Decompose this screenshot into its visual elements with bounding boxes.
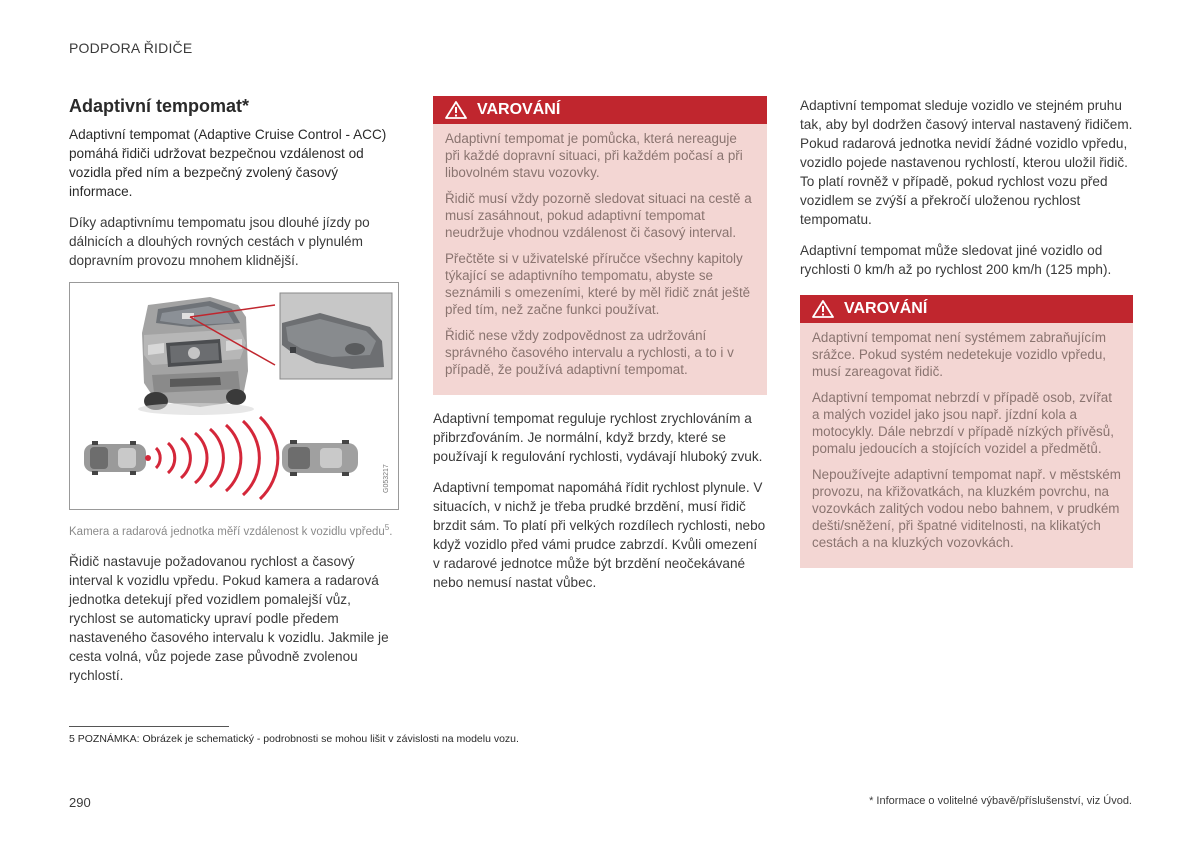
- warning-box: [433, 96, 767, 395]
- warning-paragraph: Adaptivní tempomat není systémem zabraňujícím srážce. Pokud systém nedetekuje vozidlo vpředu, musí zareagovat řidič.: [812, 330, 1107, 379]
- page-number: 290: [69, 795, 91, 810]
- column-right: [800, 96, 1133, 582]
- column-left: [69, 96, 399, 697]
- footnote: 5 POZNÁMKA: Obrázek je schematický - podrobnosti se mohou lišit v závislosti na modelu vozu.: [69, 733, 519, 745]
- camera-inset: [280, 293, 392, 379]
- section-header: PODPORA ŘIDIČE: [69, 40, 193, 56]
- warning-paragraph: Nepoužívejte adaptivní tempomat např. v městském provozu, na křižovatkách, na kluzkém povrchu, na vozovkách zalitých vodou nebo bahnem, v prudkém dešti/sněžení, při špatné viditelnosti, na klikatých cestách a na kluzkých vozovkách.: [812, 467, 1121, 550]
- warning-triangle-icon: [445, 101, 467, 119]
- caption-text: Kamera a radarová jednotka měří vzdálenost k vozidlu vpředu: [69, 525, 385, 538]
- warning-paragraph: Adaptivní tempomat je pomůcka, která nereaguje při každé dopravní situaci, při každém počasí a při libovolném stavu vozovky.: [445, 131, 743, 180]
- ego-car-icon: [84, 441, 151, 475]
- footer-note: * Informace o volitelné výbavě/příslušenství, viz Úvod.: [869, 795, 1132, 807]
- warning-body: [800, 323, 1133, 568]
- warning-paragraph: Řidič musí vždy pozorně sledovat situaci na cestě a musí zasáhnout, pokud adaptivní tempomat neudržuje vhodnou vzdálenost či časový interval.: [445, 191, 752, 240]
- lead-paragraph: Adaptivní tempomat (Adaptive Cruise Control - ACC) pomáhá řidiči udržovat bezpečnou vzdálenost od vozidla před ním a bezpečný zvolený časový informace.: [69, 127, 387, 199]
- figure-code: G053217: [383, 464, 390, 493]
- page-title: Adaptivní tempomat*: [69, 96, 250, 116]
- paragraph: Adaptivní tempomat sleduje vozidlo ve stejném pruhu tak, aby byl dodržen časový interval nastavený řidičem. Pokud radarová jednotka nevidí žádné vozidlo vpředu, vozidlo pojede nastavenou rychlostí, kterou uložil řidič. To platí rovněž v případě, pokud rychlost vozu před vozidlem se zvýší a překročí uloženou rychlost tempomatu.: [800, 98, 1133, 227]
- warning-title: VAROVÁNÍ: [477, 101, 561, 118]
- column-middle: [433, 96, 767, 604]
- radar-waves: [156, 417, 278, 499]
- paragraph: Díky adaptivnímu tempomatu jsou dlouhé jízdy po dálnicích a dlouhých rovných cestách v plynulém dopravním provozu mnohem klidnější.: [69, 215, 370, 268]
- acc-illustration: [69, 282, 399, 510]
- warning-body: [433, 124, 767, 395]
- acc-illustration-svg: [70, 283, 398, 509]
- paragraph: Adaptivní tempomat může sledovat jiné vozidlo od rychlosti 0 km/h až po rychlost 200 km/h (125 mph).: [800, 243, 1112, 277]
- warning-paragraph: Řidič nese vždy zodpovědnost za udržování správného časového intervalu a rychlosti, a to i v případě, že používá adaptivní tempomat.: [445, 328, 734, 377]
- footnote-divider: [69, 726, 229, 727]
- figure-caption: Kamera a radarová jednotka měří vzdálenost k vozidlu vpředu$^5$.: [69, 523, 393, 538]
- lead-car-icon: [282, 440, 358, 476]
- warning-triangle-icon: [812, 300, 834, 318]
- warning-paragraph: Adaptivní tempomat nebrzdí v případě osob, zvířat a malých vozidel jako jsou např. jízdní kola a motocykly. Dále nebrzdí v případě nízkých přívěsů, pomalu jedoucích a stojících vozidel a předmětů.: [812, 390, 1114, 456]
- warning-title: VAROVÁNÍ: [844, 300, 928, 317]
- paragraph: Adaptivní tempomat napomáhá řídit rychlost plynule. V situacích, v nichž je třeba prudké brzdění, musí řidič brzdit sám. To platí při velkých rozdílech rychlosti, nebo když vozidlo před vámi prudce zabrzdí. Kvůli omezení v radarové jednotce může být brzdění neočekávané nebo nemusí nastat vůbec.: [433, 480, 766, 590]
- warning-box: [800, 295, 1133, 568]
- warning-header: [433, 96, 767, 124]
- paragraph: Adaptivní tempomat reguluje rychlost zrychlováním a přibrzďováním. Je normální, když brzdy, které se používají k regulování rychlosti, vydávají hluboký zvuk.: [433, 411, 763, 464]
- paragraph: Řidič nastavuje požadovanou rychlost a časový interval k vozidlu vpředu. Pokud kamera a radarová jednotka detekují před vozidlem pomalejší vůz, rychlost se automaticky upraví podle předem nastaveného časového intervalu k vozidlu. Jakmile je cesta volná, vůz pojede zase původně zvolenou rychlostí.: [69, 553, 389, 683]
- warning-header: [800, 295, 1133, 323]
- caption-footnote-ref: 5: [384, 523, 390, 532]
- warning-paragraph: Přečtěte si v uživatelské příručce všechny kapitoly týkající se adaptivního tempomatu, abyste se seznámili s omezeními, které by měl řidič znát ještě před tím, než začne funkci používat.: [445, 251, 751, 317]
- car-front-image: [138, 297, 254, 415]
